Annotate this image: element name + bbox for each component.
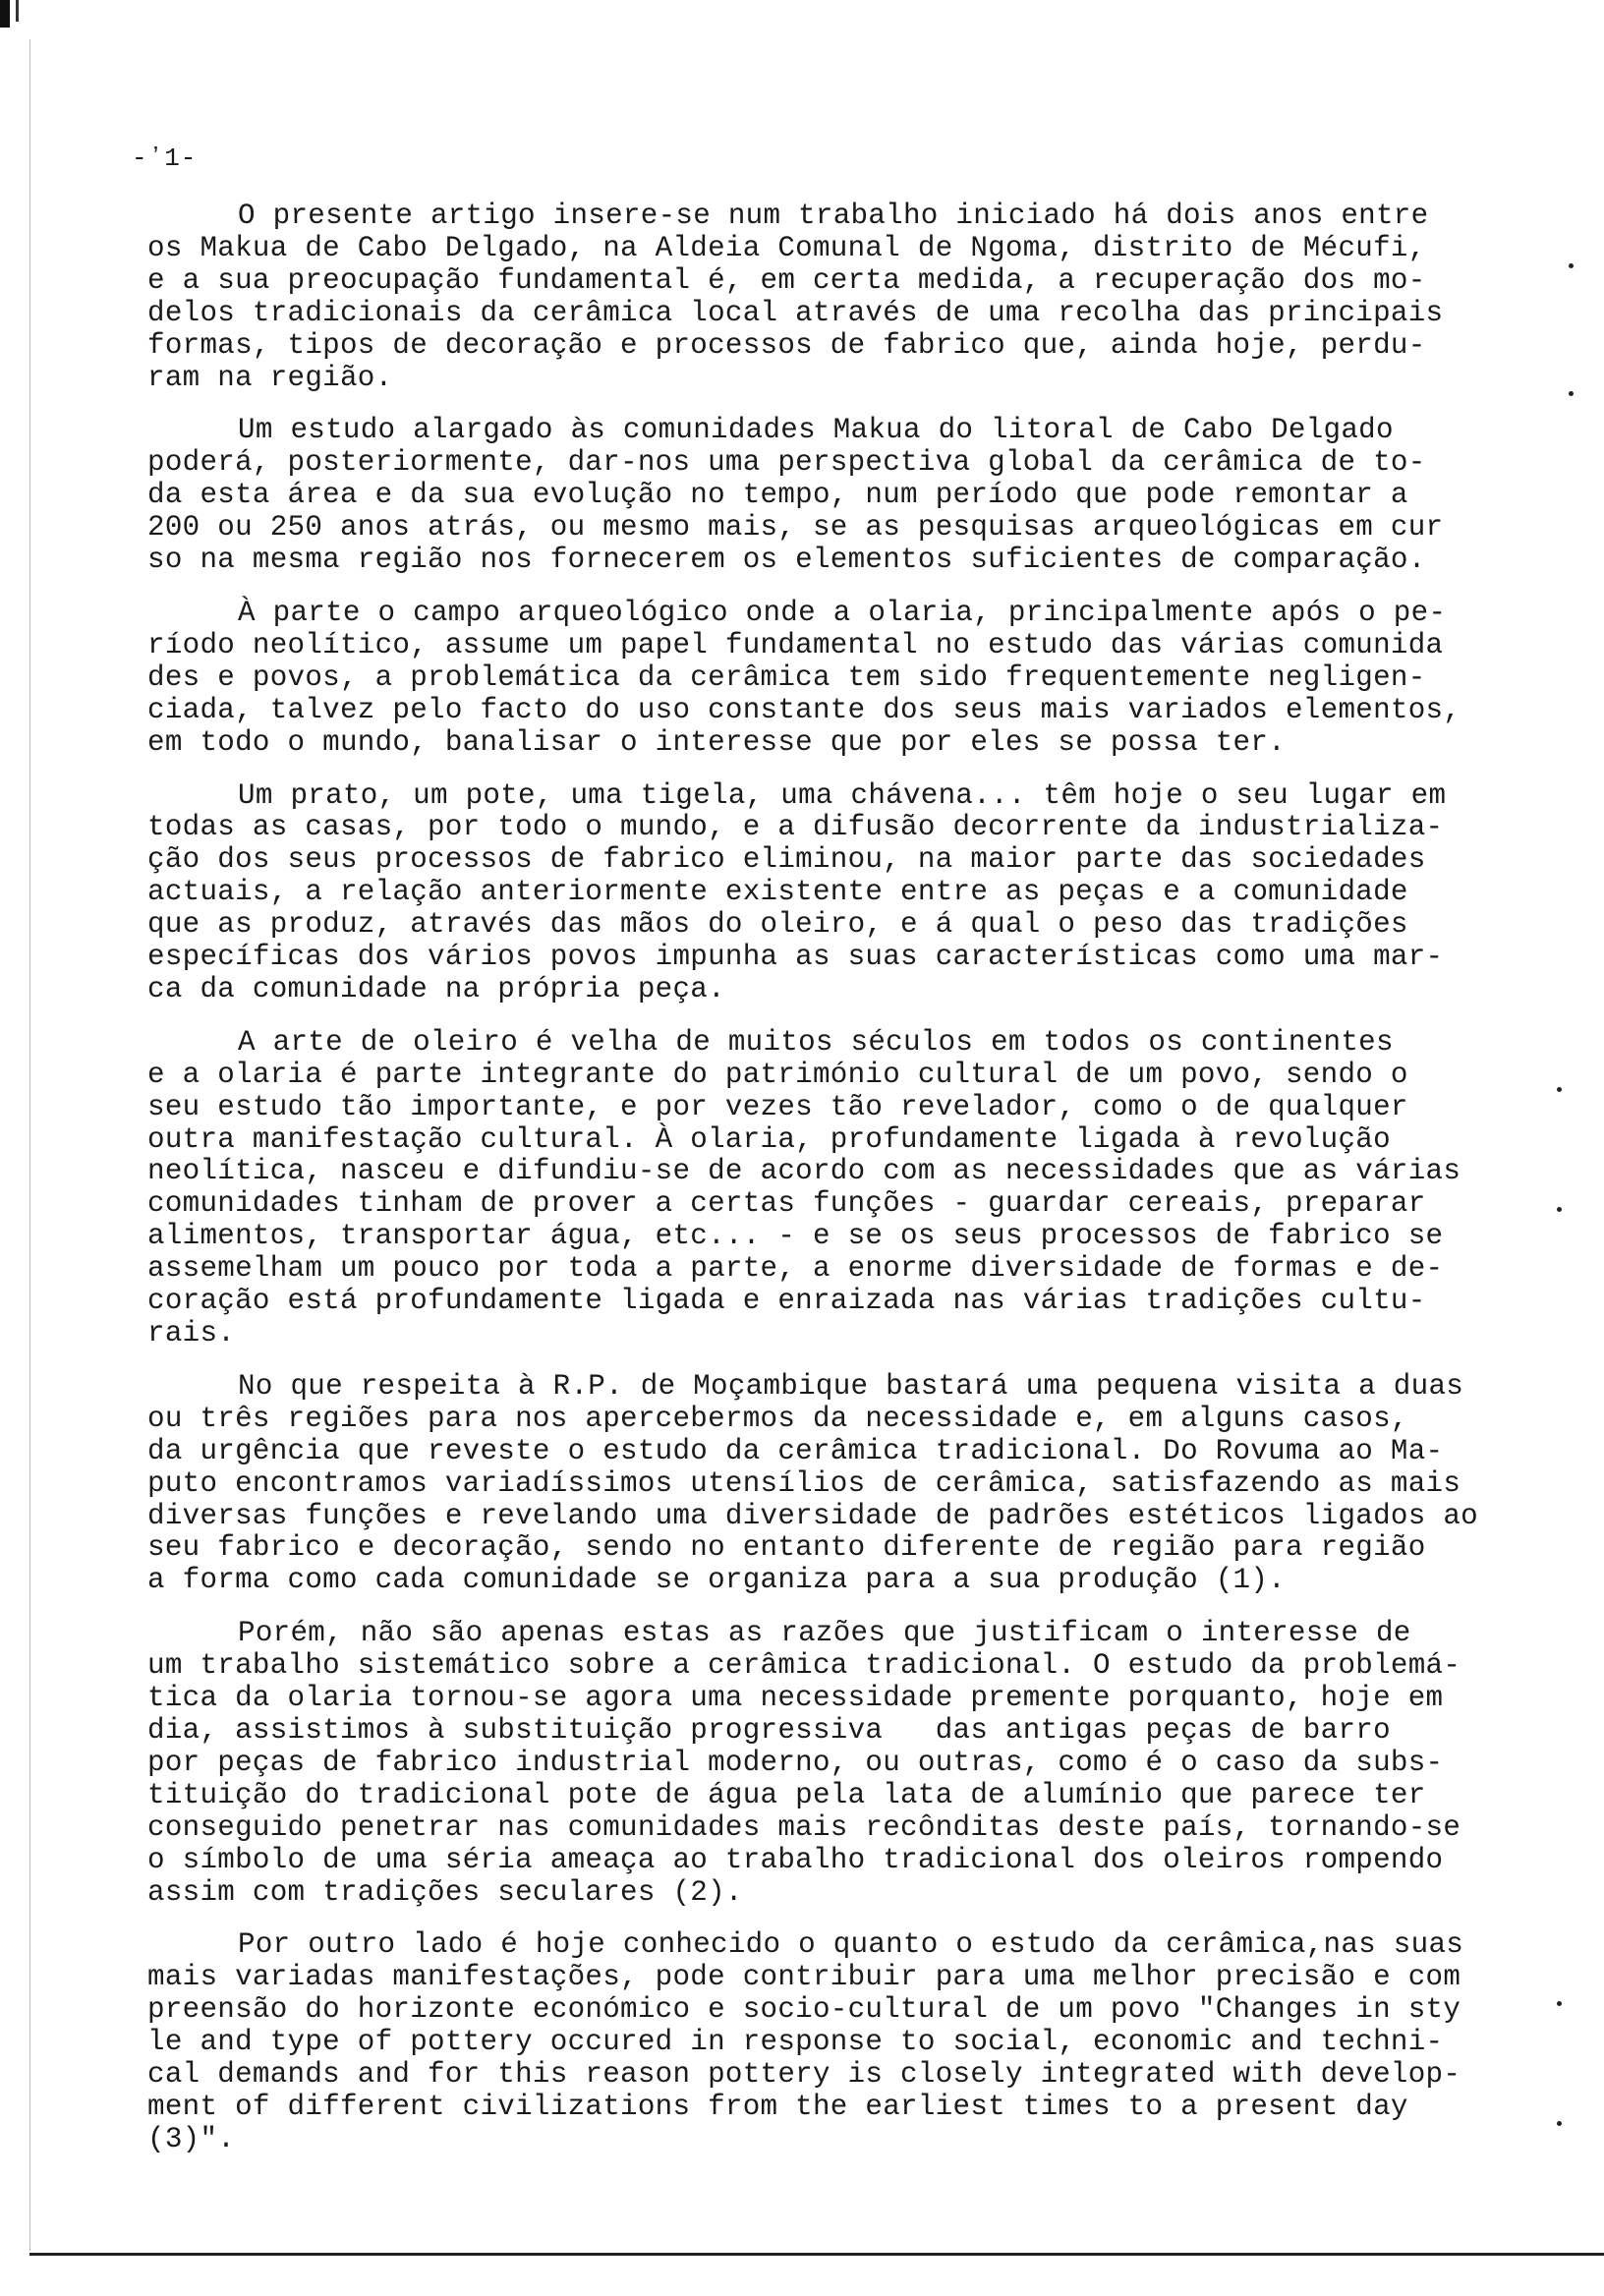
text-line: Por outro lado é hoje conhecido o quanto o estudo da cerâmica,nas suas [238, 1928, 1464, 1962]
text-line: le and type of pottery occured in response to social, economic and techni- [147, 2026, 1444, 2059]
text-line: O presente artigo insere-se num trabalho iniciado há dois anos entre [238, 200, 1429, 232]
text-line: poderá, posteriormente, dar-nos uma perspectiva global da cerâmica de to- [147, 446, 1426, 480]
paragraph [147, 1371, 1484, 1597]
text-line: da esta área e da sua evolução no tempo, num período que pode remontar a [147, 479, 1408, 512]
bottom-rule [29, 2253, 1604, 2256]
text-line: delos tradicionais da cerâmica local através de uma recolha das principais [147, 296, 1444, 329]
text-line: neolítica, nasceu e difundiu-se de acordo com as necessidades que as várias [147, 1155, 1461, 1188]
text-line: À parte o campo arqueológico onde a olaria, principalmente após o pe- [238, 596, 1447, 629]
text-line: ram na região. [147, 361, 393, 394]
text-line: alimentos, transportar água, etc... - e se os seus processos de fabrico se [147, 1220, 1444, 1253]
text-line: seu estudo tão importante, e por vezes tão revelador, como o de qualquer [147, 1090, 1408, 1123]
margin-line [29, 39, 30, 2251]
text-line: outra manifestação cultural. À olaria, profundamente ligada à revolução [147, 1122, 1391, 1156]
text-line: que as produz, através das mãos do oleiro, e á qual o peso das tradições [147, 908, 1408, 942]
text-line: formas, tipos de decoração e processos de fabrico que, ainda hoje, perdu- [147, 328, 1426, 362]
text-line: assim com tradições seculares (2). [147, 1875, 743, 1909]
text-line: Um prato, um pote, uma tigela, uma chávena... têm hoje o seu lugar em [238, 778, 1447, 812]
paragraph [147, 1027, 1484, 1350]
paragraph [147, 1618, 1484, 1909]
text-line: diversas funções e revelando uma diversidade de padrões estéticos ligados ao [147, 1499, 1478, 1532]
text-line: seu fabrico e decoração, sendo no entanto diferente de região para região [147, 1531, 1426, 1565]
text-line: 200 ou 250 anos atrás, ou mesmo mais, se as pesquisas arqueológicas em cur [147, 511, 1444, 545]
margin-dot [1557, 1207, 1562, 1212]
text-line: ca da comunidade na própria peça. [147, 972, 725, 1005]
text-line: preensão do horizonte económico e socio-cultural de um povo "Changes in sty [147, 1993, 1461, 2027]
margin-dot [1557, 1087, 1562, 1092]
text-line: ou três regiões para nos apercebermos da necessidade e, em alguns casos, [147, 1402, 1408, 1435]
text-line: da urgência que reveste o estudo da cerâmica tradicional. Do Rovuma ao Ma- [147, 1434, 1444, 1467]
paragraph [147, 201, 1484, 394]
text-line: conseguido penetrar nas comunidades mais recônditas deste país, tornando-se [147, 1810, 1461, 1844]
text-line: em todo o mundo, banalisar o interesse que por eles se possa ter. [147, 725, 1286, 759]
paragraph [147, 415, 1484, 577]
margin-dot [1569, 391, 1574, 396]
text-line: Um estudo alargado às comunidades Makua do litoral de Cabo Delgado [238, 414, 1394, 447]
text-line: específicas dos vários povos impunha as suas características como uma mar- [147, 941, 1444, 974]
text-line: o símbolo de uma séria ameaça ao trabalho tradicional dos oleiros rompendo [147, 1843, 1444, 1876]
text-line: a forma como cada comunidade se organiza para a sua produção (1). [147, 1564, 1286, 1597]
text-line: e a olaria é parte integrante do património cultural de um povo, sendo o [147, 1058, 1408, 1091]
margin-dot [1569, 263, 1574, 268]
text-line: (3)". [147, 2122, 236, 2155]
text-line: ciada, talvez pelo facto do uso constante dos seus mais variados elementos, [147, 693, 1461, 726]
text-line: ment of different civilizations from the earliest times to a present day [147, 2090, 1408, 2123]
body-text [147, 201, 1484, 2177]
text-line: comunidades tinham de prover a certas funções - guardar cereais, preparar [147, 1187, 1426, 1221]
text-line: dia, assistimos à substituição progressiva das antigas peças de barro [147, 1713, 1391, 1747]
text-line: actuais, a relação anteriormente existente entre as peças e a comunidade [147, 876, 1408, 909]
text-line: ção dos seus processos de fabrico eliminou, na maior parte das sociedades [147, 843, 1426, 877]
text-line: um trabalho sistemático sobre a cerâmica tradicional. O estudo da problemá- [147, 1649, 1461, 1683]
text-line: tica da olaria tornou-se agora uma necessidade premente porquanto, hoje em [147, 1682, 1444, 1715]
text-line: Porém, não são apenas estas as razões que justificam o interesse de [238, 1617, 1411, 1650]
text-line: mais variadas manifestações, pode contribuir para uma melhor precisão e com [147, 1961, 1461, 1994]
paragraph [147, 780, 1484, 1006]
paragraph [147, 598, 1484, 760]
text-line: cal demands and for this reason pottery is closely integrated with develop- [147, 2058, 1461, 2092]
text-line: rais. [147, 1317, 236, 1349]
text-line: e a sua preocupação fundamental é, em certa medida, a recuperação dos mo- [147, 263, 1426, 297]
text-line: No que respeita à R.P. de Moçambique bastará uma pequena visita a duas [238, 1369, 1464, 1403]
text-line: por peças de fabrico industrial moderno, ou outras, como é o caso da subs- [147, 1746, 1444, 1779]
text-line: A arte de oleiro é velha de muitos séculos em todos os continentes [238, 1025, 1394, 1059]
paragraph [147, 1929, 1484, 2155]
margin-dot [1557, 2001, 1562, 2006]
text-line: todas as casas, por todo o mundo, e a difusão decorrente da industrializa- [147, 811, 1444, 844]
text-line: des e povos, a problemática da cerâmica tem sido frequentemente negligen- [147, 660, 1426, 694]
page-number: -ʼ1- [132, 144, 198, 173]
text-line: assemelham um pouco por toda a parte, a enorme diversidade de formas e de- [147, 1252, 1444, 1286]
text-line: os Makua de Cabo Delgado, na Aldeia Comunal de Ngoma, distrito de Mécufi, [147, 231, 1426, 264]
text-line: so na mesma região nos fornecerem os elementos suficientes de comparação. [147, 544, 1426, 577]
margin-dot [1557, 2121, 1562, 2126]
scan-edge-mark [0, 0, 10, 28]
scan-edge-mark [16, 0, 19, 22]
text-line: ríodo neolítico, assume um papel fundamental no estudo das várias comunida [147, 628, 1444, 661]
text-line: tituição do tradicional pote de água pela lata de alumínio que parece ter [147, 1778, 1426, 1811]
text-line: coração está profundamente ligada e enraizada nas várias tradições cultu- [147, 1285, 1426, 1318]
text-line: puto encontramos variadíssimos utensílios de cerâmica, satisfazendo as mais [147, 1466, 1461, 1500]
